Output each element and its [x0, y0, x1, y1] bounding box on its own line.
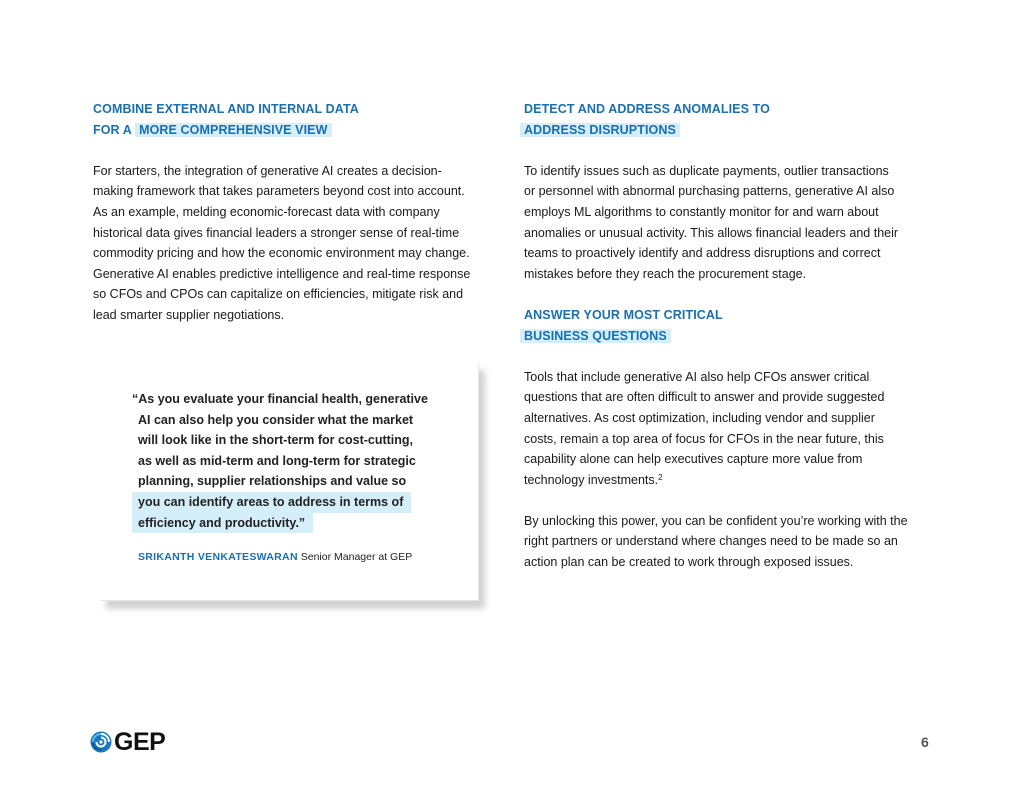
paragraph-line: employs ML algorithms to constantly monitor for and warn about [524, 204, 879, 219]
quote-line: AI can also help you consider what the market [138, 412, 414, 427]
heading-line: COMBINE EXTERNAL AND INTERNAL DATA [93, 102, 359, 116]
paragraph-combine-data [93, 161, 493, 326]
heading-prefix: FOR A [93, 122, 132, 137]
quote-line: planning, supplier relationships and value so [138, 474, 407, 489]
pull-quote [132, 389, 428, 533]
heading-highlight: ADDRESS DISRUPTIONS [520, 123, 680, 137]
quote-highlight: you can identify areas to address in terms of [132, 492, 411, 513]
quote-line [132, 492, 428, 513]
heading-line [524, 326, 934, 347]
paragraph-line: commodity pricing and how the economic environment may change. [93, 246, 470, 261]
paragraph-line: Generative AI enables predictive intelligence and real-time response [93, 266, 471, 281]
quote-line: will look like in the short-term for cost-cutting, [138, 433, 414, 448]
paragraph-critical-questions [524, 367, 934, 491]
paragraph-line: right partners or understand where changes need to be made so an [524, 534, 898, 549]
quote-line: “As you evaluate your financial health, generative [132, 392, 428, 406]
gep-logo [90, 729, 165, 755]
paragraph-line: Tools that include generative AI also help CFOs answer critical [524, 369, 870, 384]
paragraph-text: technology investments. [524, 472, 659, 487]
paragraph-line: By unlocking this power, you can be confident you’re working with the [524, 513, 908, 528]
paragraph-line: costs, remain a top area of focus for CFOs in the near future, this [524, 431, 884, 446]
paragraph-line: As an example, melding economic-forecast data with company [93, 204, 440, 219]
quote-line [132, 513, 428, 534]
paragraph-line: action plan can be created to work through exposed issues. [524, 555, 854, 570]
swirl-logo-icon [90, 731, 112, 753]
paragraph-line: For starters, the integration of generative AI creates a decision- [93, 163, 442, 178]
heading-line [93, 120, 493, 141]
paragraph-line [524, 470, 934, 491]
right-column [524, 99, 934, 573]
paragraph-line: or personnel with abnormal purchasing patterns, generative AI also [524, 184, 895, 199]
paragraph-line: historical data gives financial leaders a stronger sense of real-time [93, 225, 460, 240]
quote-attribution [138, 551, 412, 563]
section-heading-critical-questions [524, 305, 934, 346]
heading-highlight: BUSINESS QUESTIONS [520, 329, 671, 343]
paragraph-line: questions that are often difficult to answer and provide suggested [524, 390, 885, 405]
paragraph-line: making framework that takes parameters beyond cost into account. [93, 184, 465, 199]
paragraph-line: To identify issues such as duplicate payments, outlier transactions [524, 163, 889, 178]
paragraph-line: capability alone can help executives capture more value from [524, 452, 863, 467]
paragraph-line: so CFOs and CPOs can capitalize on efficiencies, mitigate risk and [93, 287, 464, 302]
section-heading-combine-data [93, 99, 493, 140]
footnote-ref[interactable]: 2 [658, 472, 663, 482]
paragraph-line: alternatives. As cost optimization, including vendor and supplier [524, 410, 875, 425]
paragraph-line: mistakes before they reach the procurement stage. [524, 266, 807, 281]
paragraph-anomalies [524, 161, 934, 285]
page-number: 6 [921, 734, 929, 750]
quote-highlight: efficiency and productivity.” [132, 513, 313, 534]
author-name: SRIKANTH VENKATESWARAN [138, 551, 298, 563]
paragraph-line: anomalies or unusual activity. This allows financial leaders and their [524, 225, 899, 240]
section-heading-anomalies [524, 99, 934, 140]
author-role: Senior Manager at GEP [300, 551, 413, 563]
heading-line [524, 120, 934, 141]
paragraph-unlocking-power [524, 511, 934, 573]
paragraph-line: teams to proactively identify and address disruptions and correct [524, 246, 881, 261]
quote-line: as well as mid-term and long-term for strategic [138, 453, 416, 468]
left-column [93, 99, 493, 326]
logo-text: GEP [114, 728, 166, 756]
heading-line: DETECT AND ADDRESS ANOMALIES TO [524, 102, 770, 116]
paragraph-line: lead smarter supplier negotiations. [93, 307, 285, 322]
heading-highlight: MORE COMPREHENSIVE VIEW [135, 123, 331, 137]
heading-line: ANSWER YOUR MOST CRITICAL [524, 307, 723, 322]
